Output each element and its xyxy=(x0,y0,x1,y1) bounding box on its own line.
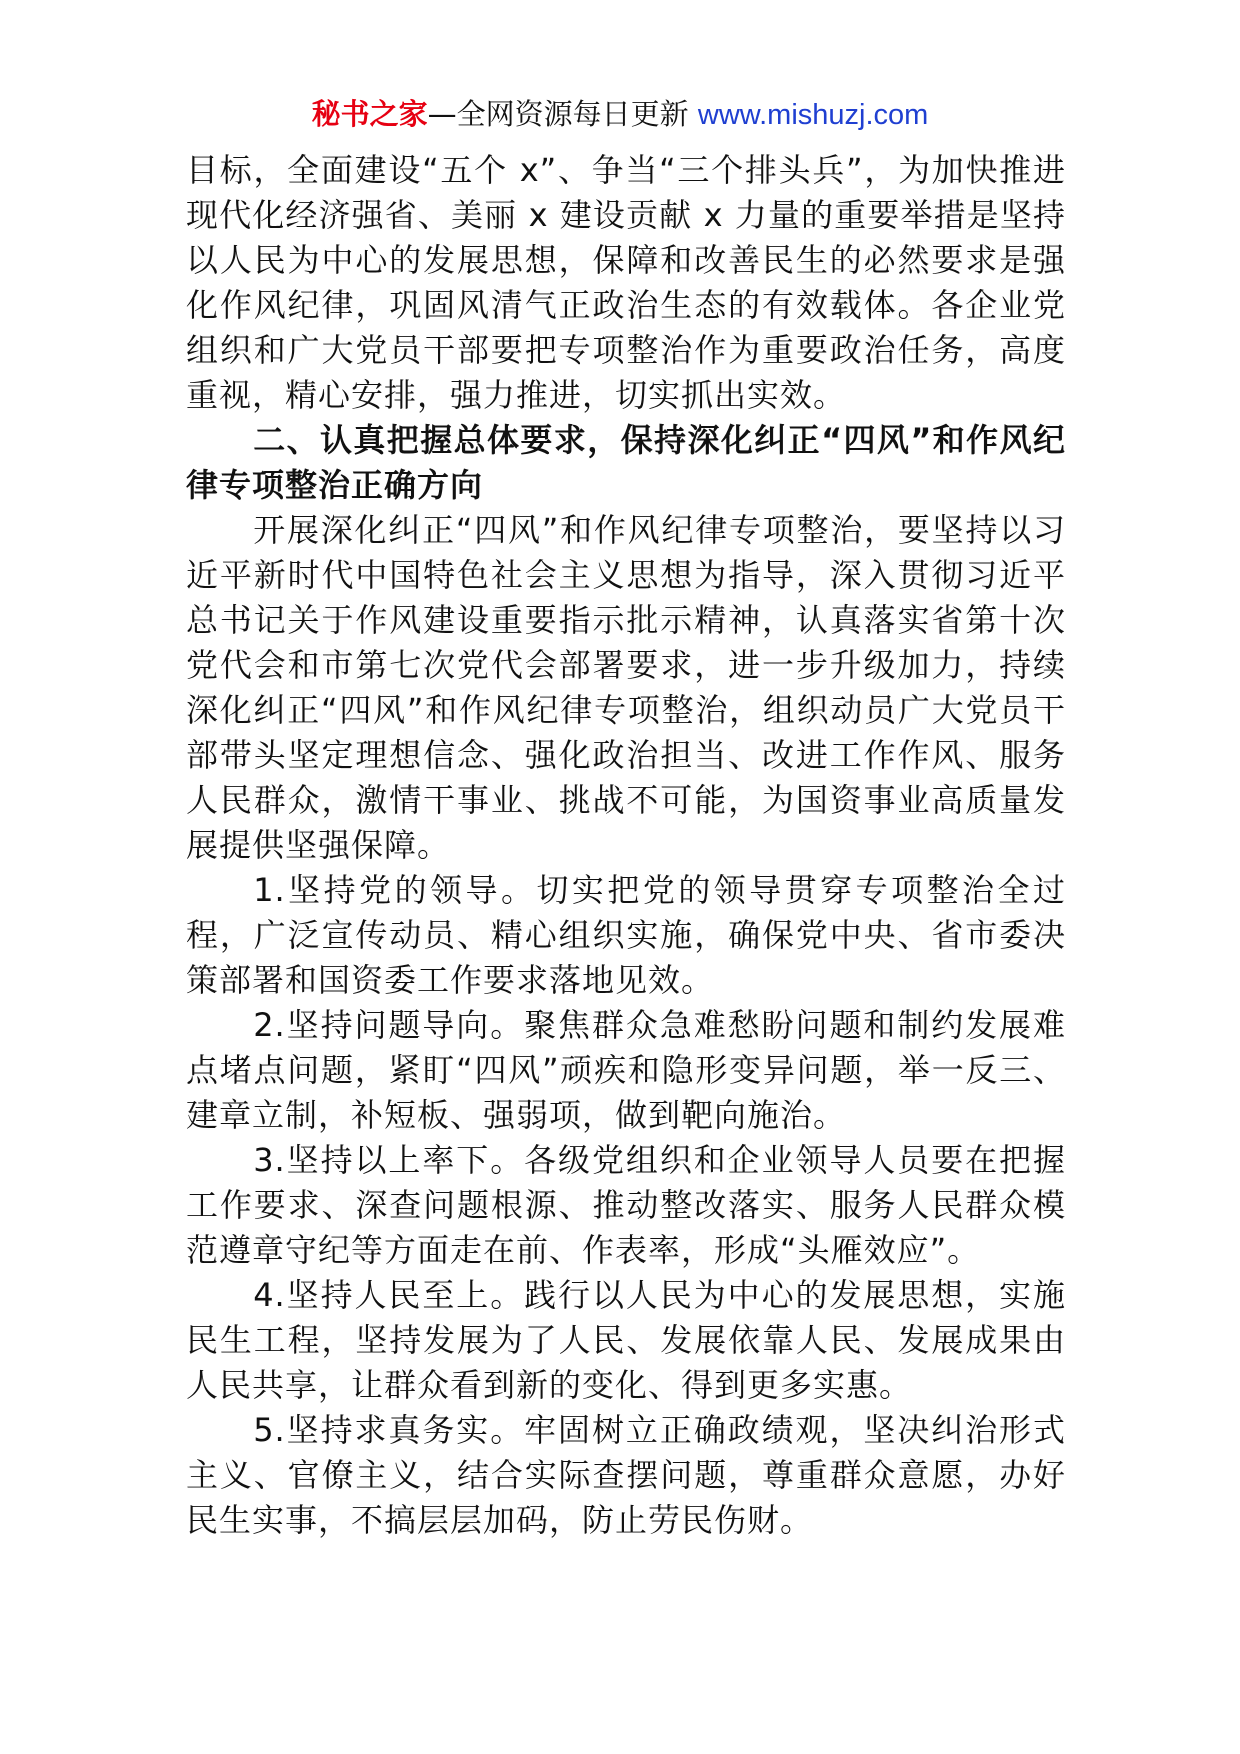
brand-name: 秘书之家 xyxy=(311,97,428,131)
section-heading-2: 二、认真把握总体要求，保持深化纠正“四风”和作风纪律专项整治正确方向 xyxy=(186,421,1066,504)
list-item-3: 3.坚持以上率下。各级党组织和企业领导人员要在把握工作要求、深查问题根源、推动整改落实、服务人民群众模范遵章守纪等方面走在前、作表率，形成“头雁效应”。 xyxy=(186,1141,1066,1269)
site-url-link[interactable]: www.mishuzj.com xyxy=(697,99,929,131)
document-body xyxy=(186,148,1066,1543)
header-tagline: —全网资源每日更新 xyxy=(427,97,698,131)
list-item-4: 4.坚持人民至上。践行以人民为中心的发展思想，实施民生工程，坚持发展为了人民、发展依靠人民、发展成果由人民共享，让群众看到新的变化、得到更多实惠。 xyxy=(186,1276,1066,1404)
paragraph-intro-continued: 目标，全面建设“五个 x”、争当“三个排头兵”，为加快推进现代化经济强省、美丽 x 建设贡献 x 力量的重要举措是坚持以人民为中心的发展思想，保障和改善民生的必然要求是强化作风纪律，巩固风清气正政治生态的有效载体。各企业党组织和广大党员干部要把专项整治作为重要政治任务，高度重视，精心安排，强力推进，切实抓出实效。 xyxy=(186,151,1066,414)
paragraph-overall-requirements: 开展深化纠正“四风”和作风纪律专项整治，要坚持以习近平新时代中国特色社会主义思想为指导，深入贯彻习近平总书记关于作风建设重要指示批示精神，认真落实省第十次党代会和市第七次党代会部署要求，进一步升级加力，持续深化纠正“四风”和作风纪律专项整治，组织动员广大党员干部带头坚定理想信念、强化政治担当、改进工作作风、服务人民群众，激情干事业、挑战不可能，为国资事业高质量发展提供坚强保障。 xyxy=(186,511,1066,864)
list-item-1: 1.坚持党的领导。切实把党的领导贯穿专项整治全过程，广泛宣传动员、精心组织实施，确保党中央、省市委决策部署和国资委工作要求落地见效。 xyxy=(186,871,1066,999)
list-item-2: 2.坚持问题导向。聚焦群众急难愁盼问题和制约发展难点堵点问题，紧盯“四风”顽疾和隐形变异问题，举一反三、建章立制，补短板、强弱项，做到靶向施治。 xyxy=(186,1006,1066,1134)
site-header xyxy=(0,94,1240,135)
list-item-5: 5.坚持求真务实。牢固树立正确政绩观，坚决纠治形式主义、官僚主义，结合实际查摆问题，尊重群众意愿，办好民生实事，不搞层层加码，防止劳民伤财。 xyxy=(186,1411,1066,1539)
